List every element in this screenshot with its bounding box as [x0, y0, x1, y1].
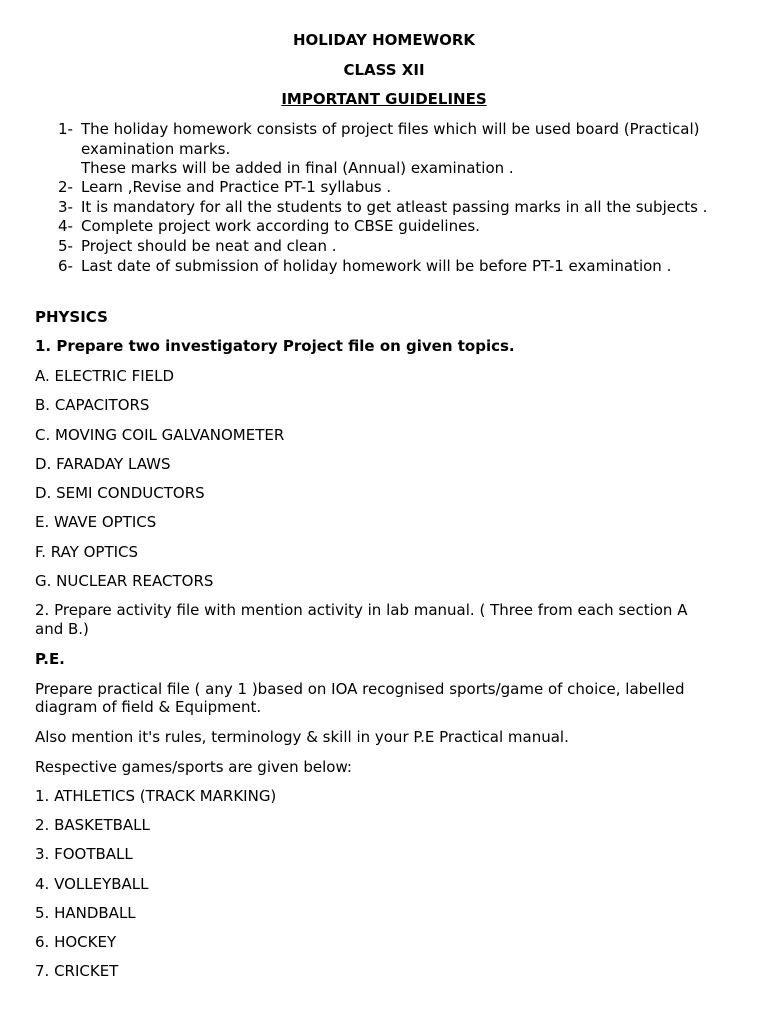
physics-topic: E. WAVE OPTICS [35, 513, 157, 531]
guideline-text [81, 178, 751, 198]
physics-task-2-line-1: 2. Prepare activity file with mention activity in lab manual. ( Three from each section A [35, 601, 688, 619]
physics-topic: F. RAY OPTICS [35, 543, 139, 561]
guideline-number: 2- [58, 178, 73, 196]
guideline-line: examination marks. [81, 139, 231, 158]
guideline-number: 6- [58, 257, 73, 275]
class-label: CLASS XII [343, 61, 425, 79]
pe-sport-item: 2. BASKETBALL [35, 816, 150, 834]
guideline-line: Complete project work according to CBSE guidelines. [81, 217, 480, 235]
physics-topic: C. MOVING COIL GALVANOMETER [35, 426, 285, 444]
pe-paragraph-1-line-1: Prepare practical file ( any 1 )based on IOA recognised sports/game of choice, labelled [35, 680, 685, 698]
guideline-line: It is mandatory for all the students to get atleast passing marks in all the subjects . [81, 198, 708, 216]
guideline-text [81, 237, 751, 257]
guideline-line: Learn ,Revise and Practice PT-1 syllabus . [81, 178, 392, 196]
guideline-number: 1- [58, 120, 73, 138]
physics-topic: G. NUCLEAR REACTORS [35, 572, 214, 590]
physics-task-1: 1. Prepare two investigatory Project file on given topics. [35, 337, 515, 355]
guideline-line: These marks will be added in final (Annual) examination . [81, 159, 514, 177]
physics-heading: PHYSICS [35, 308, 108, 326]
physics-topic: A. ELECTRIC FIELD [35, 367, 175, 385]
pe-paragraph-1-line-2: diagram of field & Equipment. [35, 698, 262, 716]
pe-sport-item: 3. FOOTBALL [35, 845, 133, 863]
guideline-text [81, 217, 751, 237]
document-title: HOLIDAY HOMEWORK [292, 31, 476, 49]
physics-task-2-line-2: and B.) [35, 620, 89, 638]
pe-heading: P.E. [35, 650, 65, 668]
pe-paragraph-2: Also mention it's rules, terminology & skill in your P.E Practical manual. [35, 728, 569, 746]
guideline-text [81, 198, 751, 218]
guideline-line: Project should be neat and clean . [81, 237, 337, 255]
guideline-text [81, 120, 751, 179]
guideline-number: 5- [58, 237, 73, 255]
guideline-number: 4- [58, 217, 73, 235]
guideline-text [81, 257, 751, 277]
guidelines-heading [0, 90, 768, 108]
pe-sport-item: 4. VOLLEYBALL [35, 875, 149, 893]
physics-topic: D. FARADAY LAWS [35, 455, 171, 473]
physics-topic: D. SEMI CONDUCTORS [35, 484, 205, 502]
pe-sport-item: 7. CRICKET [35, 962, 119, 980]
guideline-line: Last date of submission of holiday homework will be before PT-1 examination . [81, 257, 672, 275]
guidelines-heading-text: IMPORTANT GUIDELINES [281, 90, 487, 108]
guideline-number: 3- [58, 198, 73, 216]
guideline-line: The holiday homework consists of project files which will be used board (Practical) [81, 120, 700, 138]
pe-sport-item: 5. HANDBALL [35, 904, 136, 922]
pe-sport-item: 1. ATHLETICS (TRACK MARKING) [35, 787, 277, 805]
pe-sport-item: 6. HOCKEY [35, 933, 117, 951]
physics-topic: B. CAPACITORS [35, 396, 150, 414]
pe-paragraph-3: Respective games/sports are given below: [35, 758, 352, 776]
